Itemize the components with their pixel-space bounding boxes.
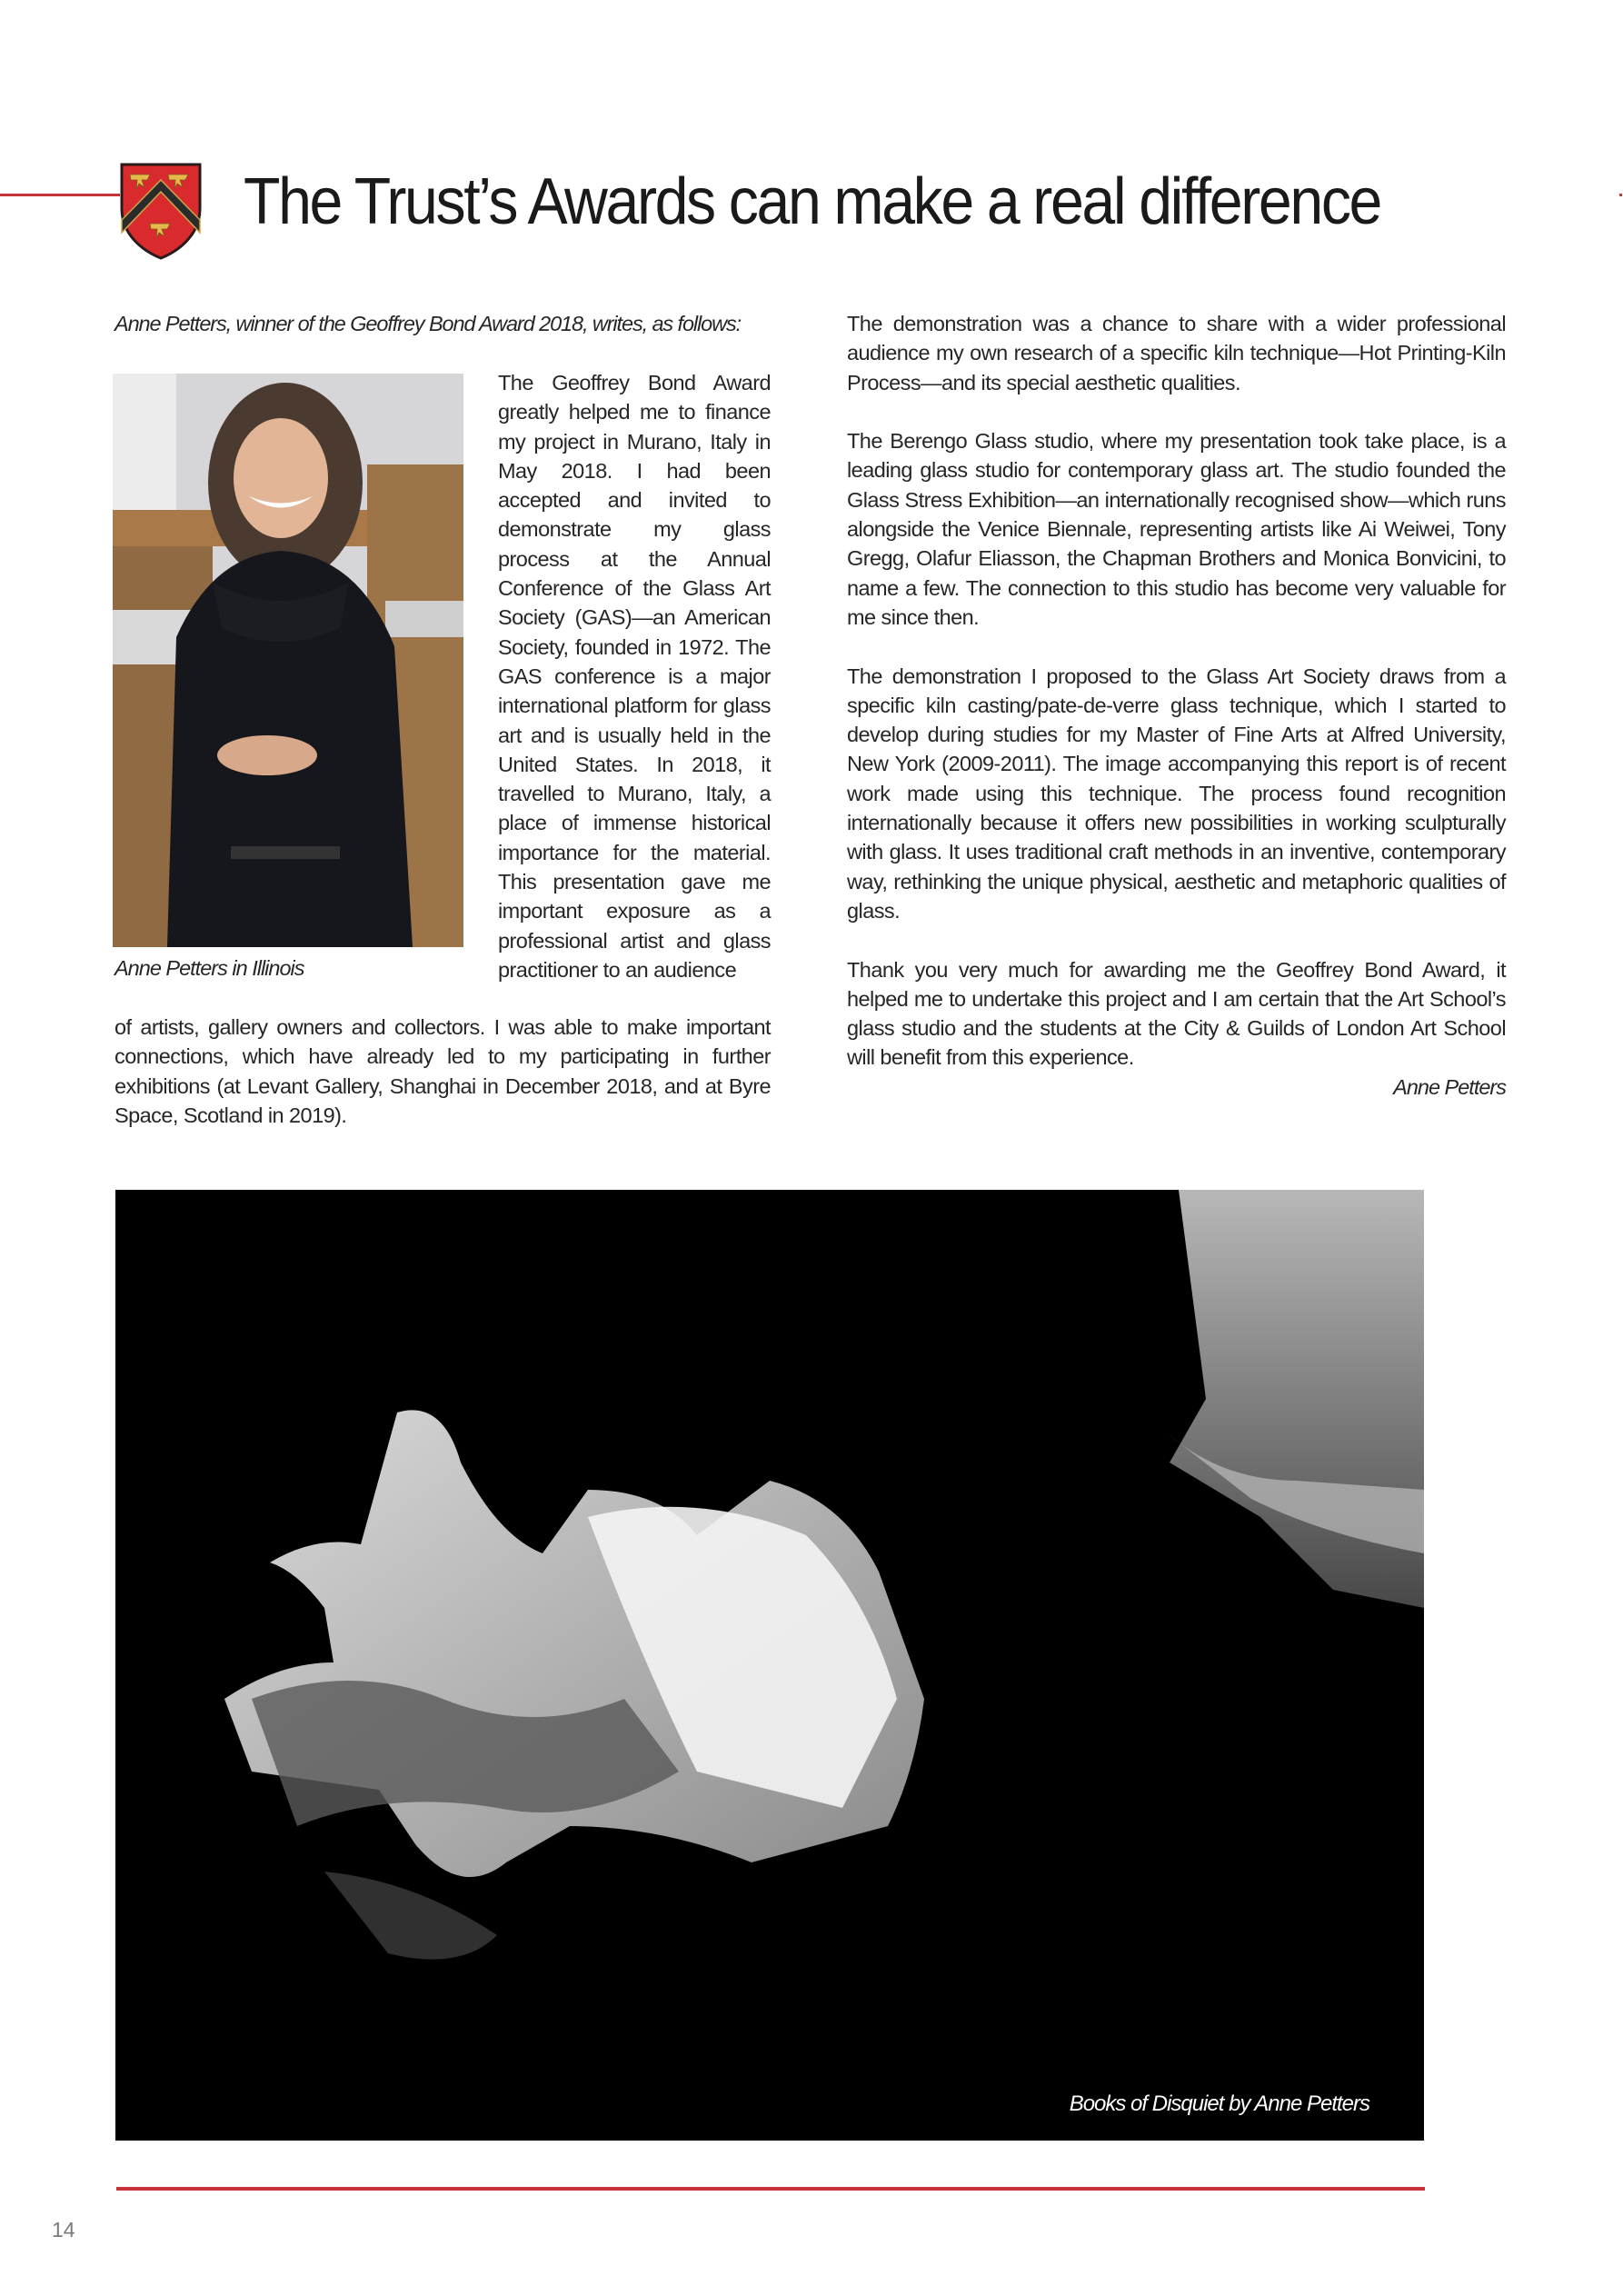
page-title: The Trust’s Awards can make a real difference xyxy=(244,165,1380,238)
left-column-full-text: of artists, gallery owners and collectors. I was able to make important connections, which have already led to my participating in further exhibitions (at Levant Gallery, Shanghai in December 2018, and at Byre Space, Scotland in 2019). xyxy=(115,1015,771,1127)
page-number: 14 xyxy=(52,2218,75,2241)
artwork-photo xyxy=(115,1190,1424,2141)
signature: Anne Petters xyxy=(1393,1074,1506,1099)
crest-icon xyxy=(119,162,203,260)
right-column xyxy=(847,309,1506,1131)
portrait-photo xyxy=(113,374,463,947)
footer-rule xyxy=(116,2187,1425,2191)
left-column-wrapped-text: The Geoffrey Bond Award greatly helped me to finance my project in Murano, Italy in May 2018. I had been accepted and invited to demonstrate my glass process at the Annual Conference of the Glass Art Society (GAS)—an American Society, founded in 1972. The GAS conference is a major international platform for glass art and is usually held in the United States. In 2018, it travelled to Murano, Italy, a place of immense historical importance for the material. This presentation gave me important exposure as a professional artist and glass practitioner to an audience xyxy=(498,371,771,982)
header-rule xyxy=(0,194,120,196)
portrait-caption: Anne Petters in Illinois xyxy=(115,956,304,980)
paragraph: The demonstration was a chance to share with a wider professional audience my own research of a specific kiln technique—Hot Printing-Kiln Process—and its special aesthetic qualities. xyxy=(847,312,1506,394)
paragraph: The demonstration I proposed to the Glass Art Society draws from a specific kiln casting/pate-de-verre glass technique, which I started to develop during studies for my Master of Fine Arts at Alfred University, New York (2009-2011). The image accompanying this report is of recent work made using this technique. The process found recognition internationally because it offers new possibilities in working sculpturally with glass. It uses traditional craft methods in an inventive, contemporary way, rethinking the unique physical, aesthetic and metaphoric qualities of glass. xyxy=(847,664,1506,923)
paragraph: The Berengo Glass studio, where my presentation took take place, is a leading glass studio for contemporary glass art. The studio founded the Glass Stress Exhibition—an internationally recognised show—which runs alongside the Venice Biennale, representing artists like Ai Weiwei, Tony Gregg, Olafur Eliasson, the Chapman Brothers and Monica Bonvicini, to name a few. The connection to this studio has become very valuable for me since then. xyxy=(847,429,1506,629)
header-rule-edge-mark xyxy=(1619,194,1622,196)
intro-line: Anne Petters, winner of the Geoffrey Bond Award 2018, writes, as follows: xyxy=(115,312,742,335)
paragraph: Thank you very much for awarding me the Geoffrey Bond Award, it helped me to undertake this project and I am certain that the Art School’s glass studio and the students at the City & Guilds of London Art School will benefit from this experience. xyxy=(847,957,1506,1070)
portrait-image xyxy=(113,374,463,947)
artwork-caption: Books of Disquiet by Anne Petters xyxy=(1069,2091,1369,2116)
artwork-image xyxy=(115,1190,1424,2141)
